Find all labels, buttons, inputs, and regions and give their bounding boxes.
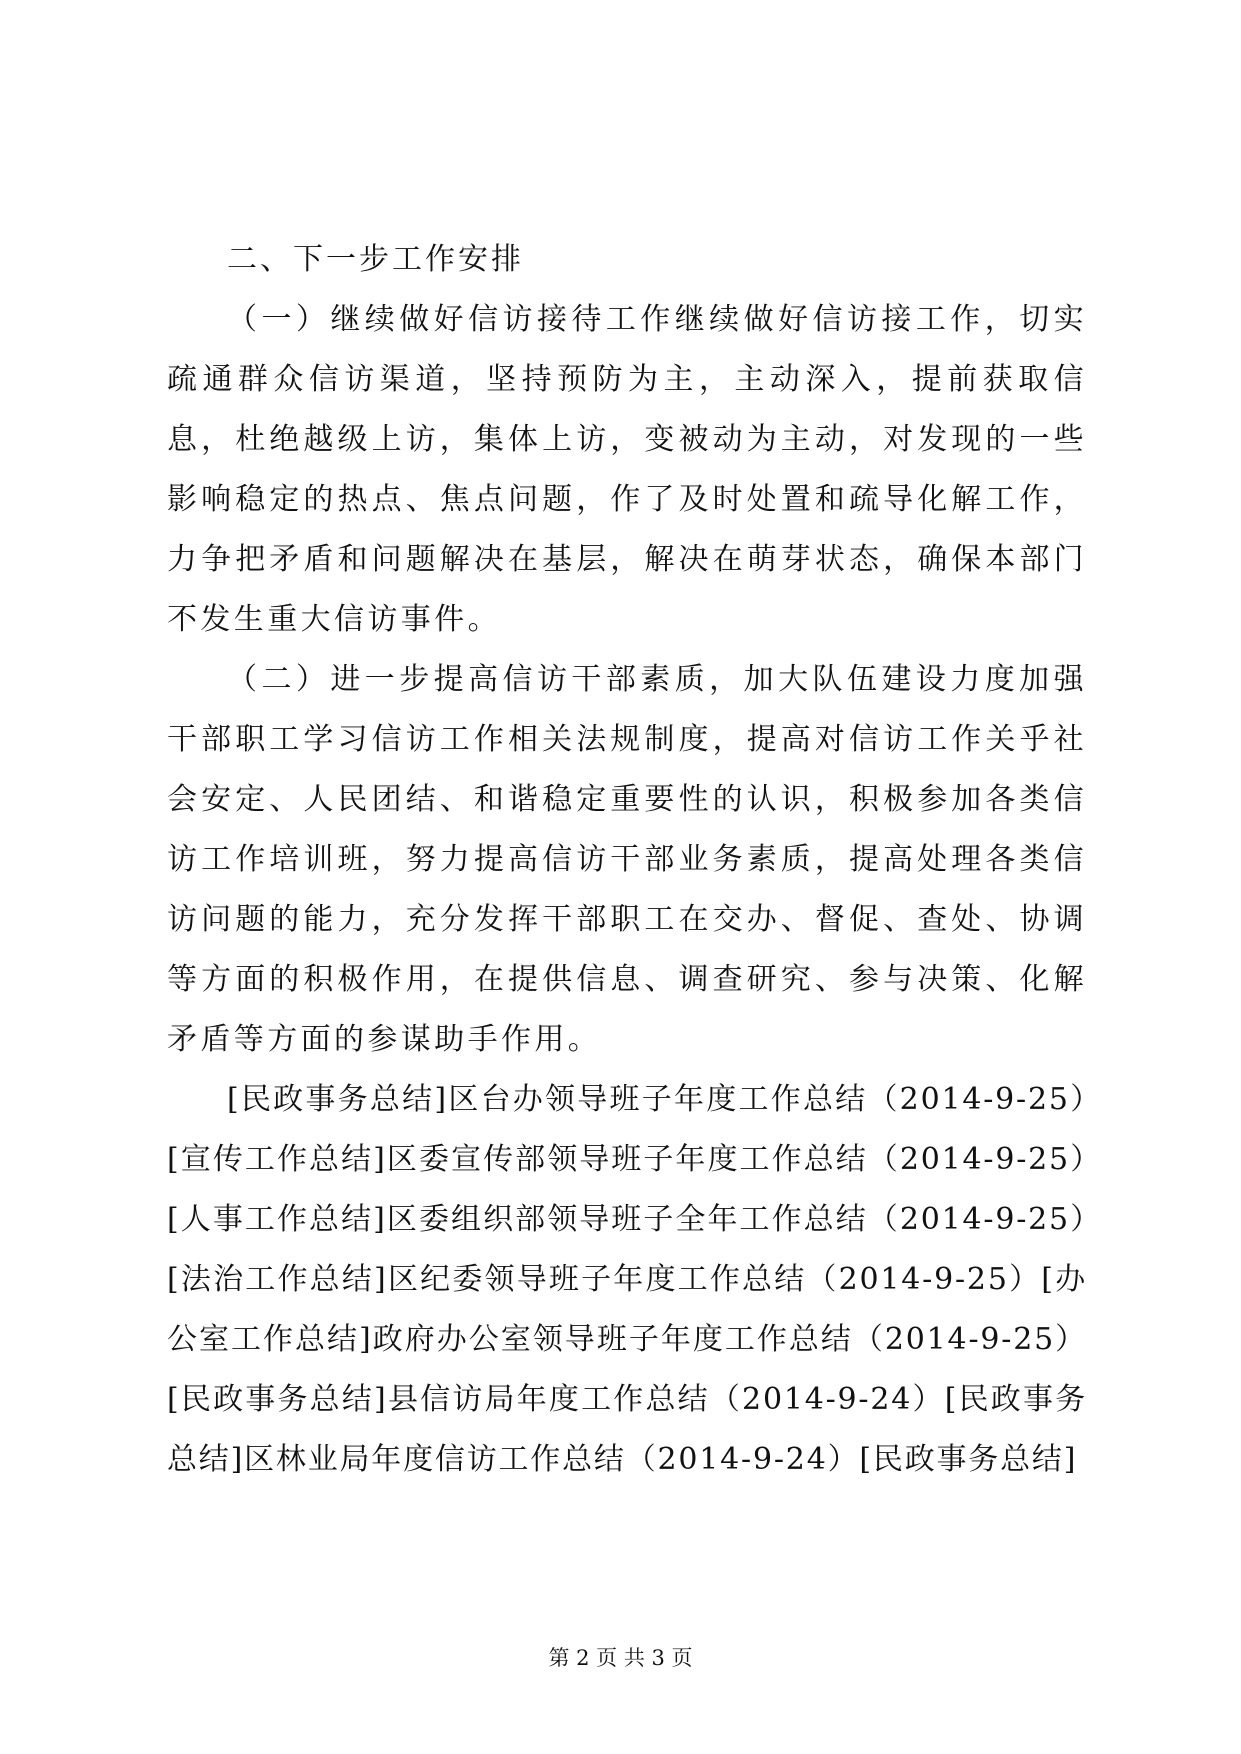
related-articles-list: [民政事务总结]区台办领导班子年度工作总结（2014-9-25）[宣传工作总结]区委宣传部领导班子年度工作总结（2014-9-25）[人事工作总结]区委组织部领导班子全年工作总结（2014-9-25）[法治工作总结]区纪委领导班子年度工作总结（2014-9-25）[办公室工作总结]政府办公室领导班子年度工作总结（2014-9-25）[民政事务总结]县信访局年度工作总结（2014-9-24）[民政事务总结]区林业局年度信访工作总结（2014-9-24）[民政事务总结] bbox=[167, 1082, 1087, 1477]
paragraph-continue-reception: （一）继续做好信访接待工作继续做好信访接工作，切实疏通群众信访渠道，坚持预防为主，主动深入，提前获取信息，杜绝越级上访，集体上访，变被动为主动，对发现的一些影响稳定的热点、焦点问题，作了及时处置和疏导化解工作，力争把矛盾和问题解决在基层，解决在萌芽状态，确保本部门不发生重大信访事件。 bbox=[167, 302, 1087, 637]
document-body bbox=[167, 230, 1087, 1490]
page-number-footer: 第 2 页 共 3 页 bbox=[548, 1646, 693, 1670]
paragraph-improve-staff-quality: （二）进一步提高信访干部素质，加大队伍建设力度加强干部职工学习信访工作相关法规制度，提高对信访工作关乎社会安定、人民团结、和谐稳定重要性的认识，积极参加各类信访工作培训班，努力提高信访干部业务素质，提高处理各类信访问题的能力，充分发挥干部职工在交办、督促、查处、协调等方面的积极作用，在提供信息、调查研究、参与决策、化解矛盾等方面的参谋助手作用。 bbox=[167, 662, 1087, 1057]
section-heading: 二、下一步工作安排 bbox=[227, 242, 524, 277]
